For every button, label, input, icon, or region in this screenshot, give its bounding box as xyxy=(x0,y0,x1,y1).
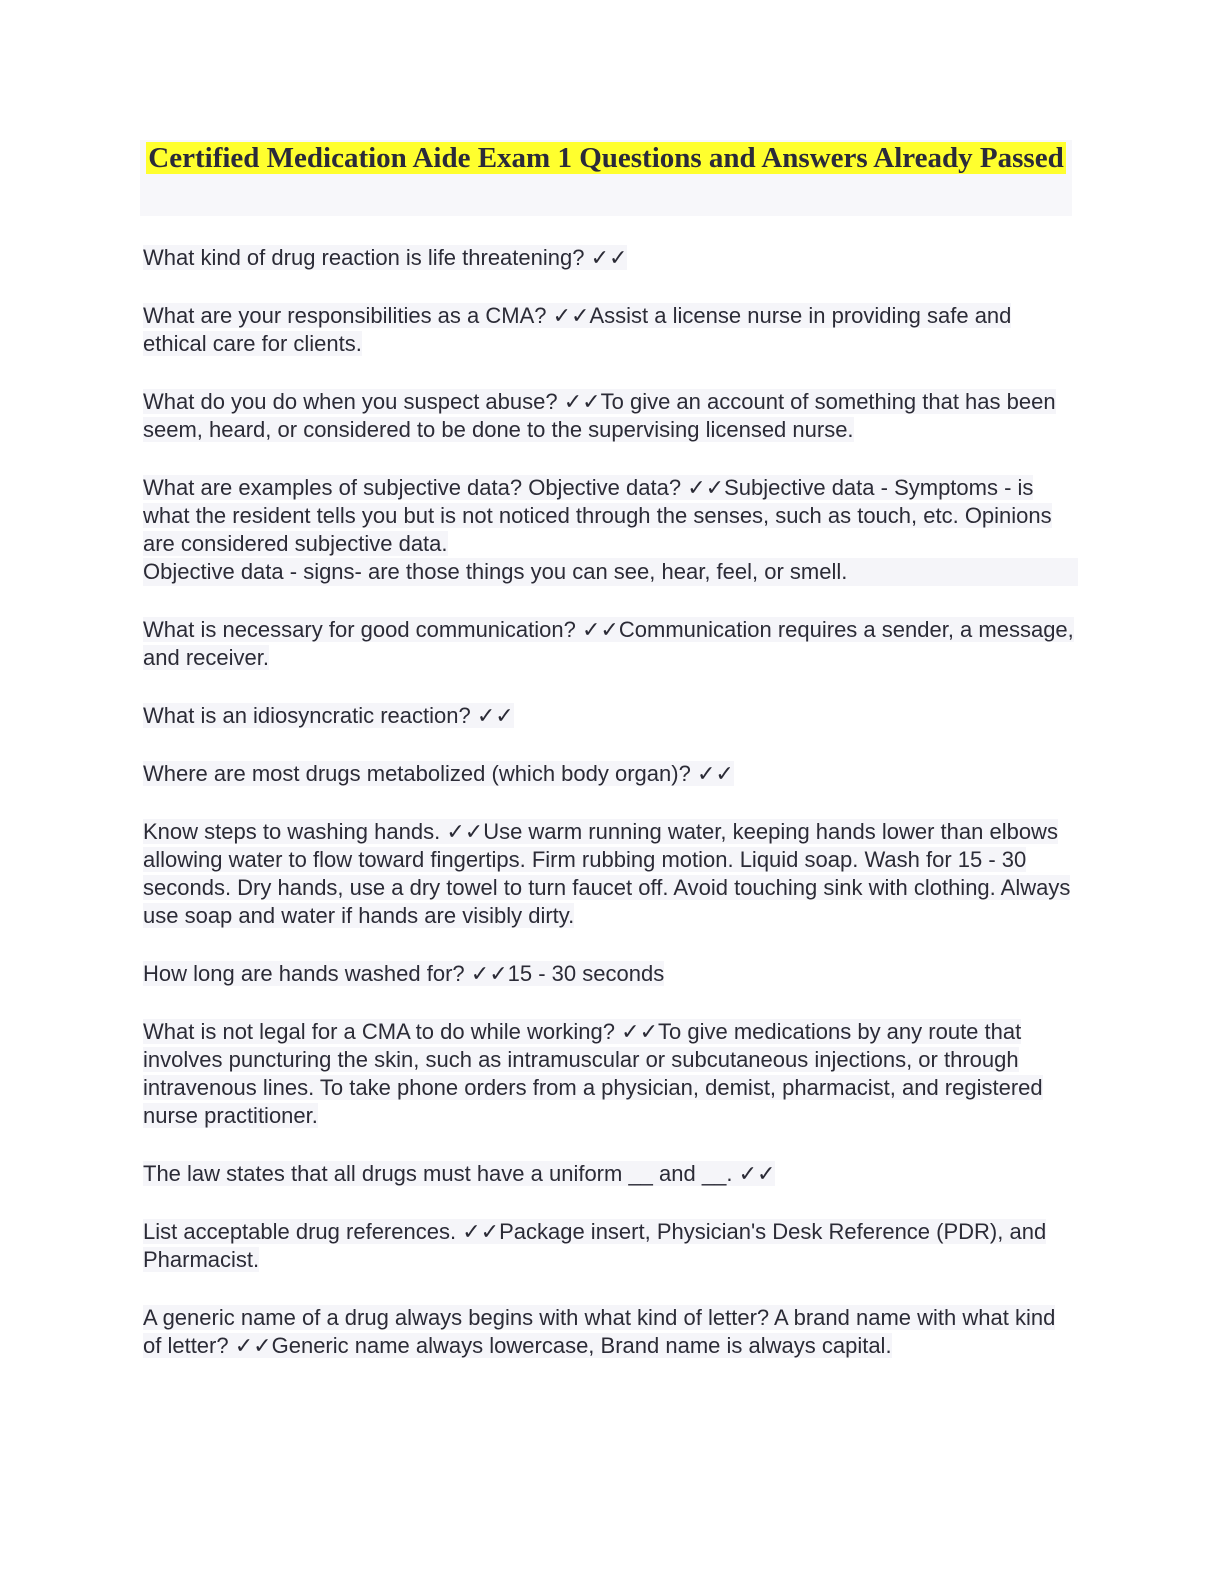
question-text: What are your responsibilities as a CMA? xyxy=(143,303,547,328)
question-text: What is not legal for a CMA to do while working? xyxy=(143,1019,616,1044)
double-check-icon: ✓✓ xyxy=(621,1019,659,1044)
question-text: List acceptable drug references. xyxy=(143,1219,457,1244)
answer-text: Communication requires a sender, a message, and receiver. xyxy=(143,617,1074,670)
double-check-icon: ✓✓ xyxy=(470,961,508,986)
qa-item xyxy=(143,244,1078,272)
qa-item xyxy=(143,960,1078,988)
question-text: How long are hands washed for? xyxy=(143,961,465,986)
question-text: Know steps to washing hands. xyxy=(143,819,441,844)
page-title: Certified Medication Aide Exam 1 Questions and Answers Already Passed xyxy=(148,142,1064,174)
answer-text: To give an account of something that has been seem, heard, or considered to be done to the supervising licensed nurse. xyxy=(143,389,1056,442)
question-text: What do you do when you suspect abuse? xyxy=(143,389,558,414)
answer-text: Use warm running water, keeping hands lower than elbows allowing water to flow toward fingertips. Firm rubbing motion. Liquid soap. Wash for 15 - 30 seconds. Dry hands, use a dry towel to turn faucet off. Avoid touching sink with clothing. Always use soap and water if hands are visibly dirty. xyxy=(143,819,1071,928)
double-check-icon: ✓✓ xyxy=(446,819,484,844)
double-check-icon: ✓✓ xyxy=(696,761,734,786)
qa-item xyxy=(143,702,1078,730)
question-text: What are examples of subjective data? Objective data? xyxy=(143,475,682,500)
answer-text: Subjective data - Symptoms - is what the resident tells you but is not noticed through the senses, such as touch, etc. Opinions are considered subjective data. xyxy=(143,475,1052,556)
question-text: A generic name of a drug always begins with what kind of letter? A brand name with what kind of letter? xyxy=(143,1305,1056,1358)
question-text: Where are most drugs metabolized (which body organ)? xyxy=(143,761,691,786)
double-check-icon: ✓✓ xyxy=(563,389,601,414)
qa-item xyxy=(143,616,1078,672)
qa-item xyxy=(143,302,1078,358)
double-check-icon: ✓✓ xyxy=(738,1161,776,1186)
question-text: What kind of drug reaction is life threatening? xyxy=(143,245,585,270)
answer-text: 15 - 30 seconds xyxy=(507,961,665,986)
qa-item xyxy=(143,818,1078,930)
answer-text: Assist a license nurse in providing safe and ethical care for clients. xyxy=(143,303,1012,356)
double-check-icon: ✓✓ xyxy=(462,1219,500,1244)
answer-text: Package insert, Physician's Desk Reference (PDR), and Pharmacist. xyxy=(143,1219,1047,1272)
qa-item xyxy=(143,1304,1078,1360)
qa-item xyxy=(143,1160,1078,1188)
double-check-icon: ✓✓ xyxy=(234,1333,272,1358)
double-check-icon: ✓✓ xyxy=(476,703,514,728)
question-text: The law states that all drugs must have a uniform __ and __. xyxy=(143,1161,733,1186)
double-check-icon: ✓✓ xyxy=(552,303,590,328)
qa-item xyxy=(143,760,1078,788)
double-check-icon: ✓✓ xyxy=(582,617,619,642)
qa-item xyxy=(143,388,1078,444)
answer-text: To give medications by any route that involves puncturing the skin, such as intramuscular or subcutaneous injections, or through intravenous lines. To take phone orders from a physician, demist, pharmacist, and registered nurse practitioner. xyxy=(143,1019,1043,1128)
qa-item xyxy=(143,1218,1078,1274)
qa-item xyxy=(143,1018,1078,1130)
double-check-icon: ✓✓ xyxy=(687,475,725,500)
question-text: What is an idiosyncratic reaction? xyxy=(143,703,471,728)
answer-text-continued: Objective data - signs- are those things you can see, hear, feel, or smell. xyxy=(143,558,1078,586)
qa-item xyxy=(143,474,1078,586)
answer-text: Generic name always lowercase, Brand name is always capital. xyxy=(271,1333,892,1358)
question-text: What is necessary for good communication? xyxy=(143,617,576,642)
double-check-icon: ✓✓ xyxy=(590,245,628,270)
qa-list xyxy=(143,244,1078,1390)
title-block xyxy=(140,140,1072,216)
